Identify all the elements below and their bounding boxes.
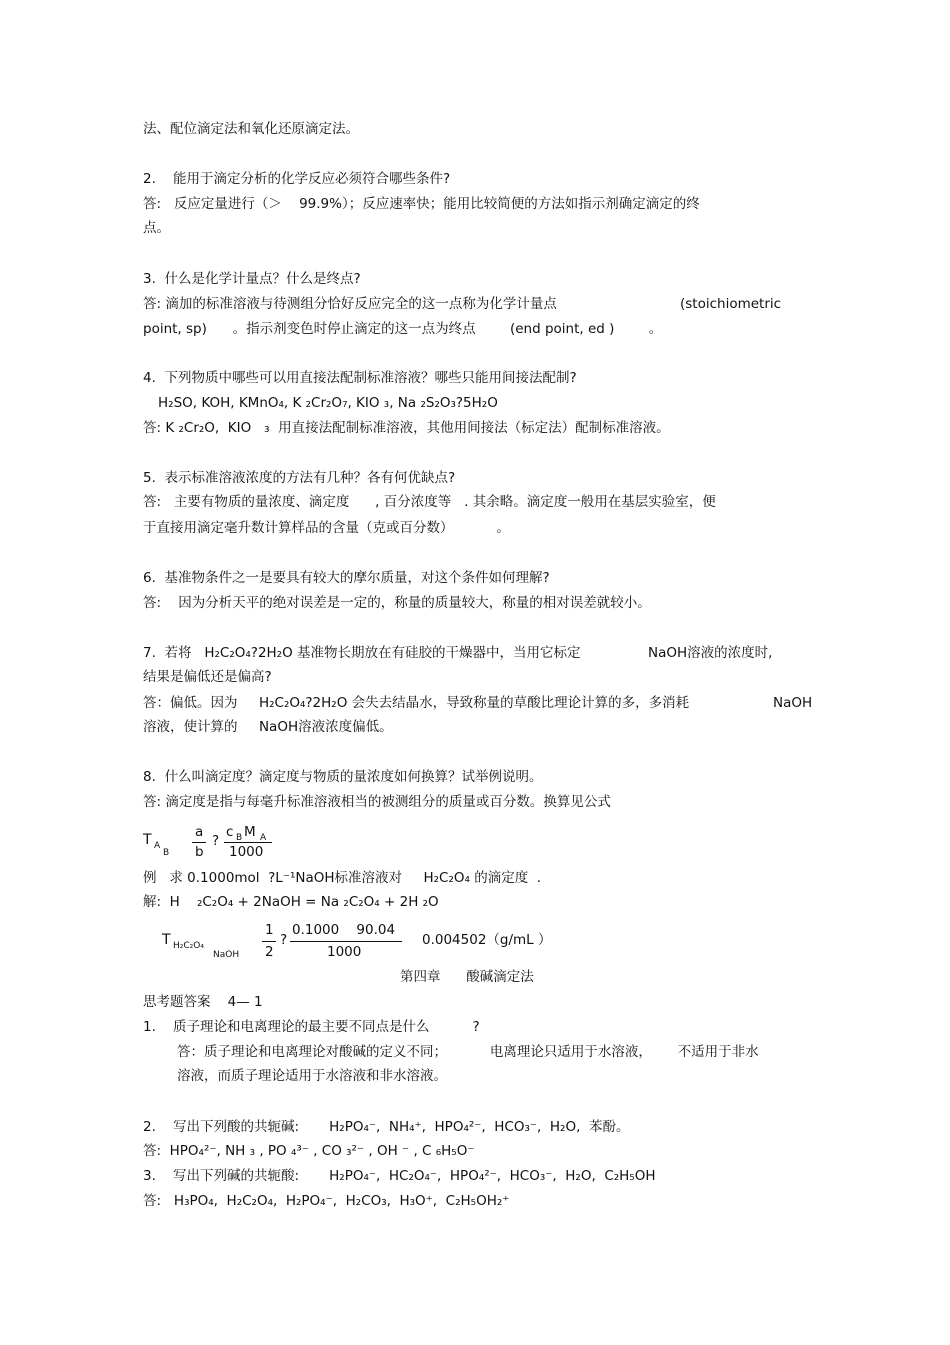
- example-line: 例 求 0.1000mol ?L⁻¹NaOH标准溶液对 H₂C₂O₄ 的滴定度 .: [143, 870, 542, 886]
- answer-2-cont: 点。: [143, 220, 170, 236]
- answer-7: 答：偏低。因为 H₂C₂O₄?2H₂O 会失去结晶水，导致称量的草酸比理论计算的多，多消耗: [143, 695, 690, 711]
- question-2: 2. 能用于滴定分析的化学反应必须符合哪些条件?: [143, 171, 451, 187]
- section-heading: 思考题答案 4— 1: [143, 994, 263, 1010]
- answer-8: 答: 滴定度是指与每毫升标准溶液相当的被测组分的质量或百分数。换算见公式: [143, 794, 611, 810]
- question-7: 7. 若将 H₂C₂O₄?2H₂O 基准物长期放在有硅胶的干燥器中，当用它标定: [143, 645, 581, 661]
- answer-7-right: NaOH: [773, 695, 813, 711]
- answer-6: 答: 因为分析天平的绝对误差是一定的，称量的质量较大，称量的相对误差就较小。: [143, 595, 651, 611]
- question-5: 5. 表示标准溶液浓度的方法有几种？各有何优缺点?: [143, 470, 456, 486]
- answer-4-1-2: 答: HPO₄²⁻, NH ₃ , PO ₄³⁻ , CO ₃²⁻ , OH ⁻ , C ₆H₅O⁻: [143, 1143, 475, 1159]
- question-6: 6. 基准物条件之一是要具有较大的摩尔质量，对这个条件如何理解?: [143, 570, 550, 586]
- answer-3: 答: 滴加的标准溶液与待测组分恰好反应完全的这一点称为化学计量点: [143, 296, 557, 312]
- answer-4: 答: K ₂Cr₂O, KIO ₃ 用直接法配制标准溶液，其他用间接法（标定法）配制标准溶液。: [143, 420, 670, 436]
- chapter-heading: 第四章 酸碱滴定法: [400, 969, 534, 985]
- solution-line: 解: H ₂C₂O₄ + 2NaOH = Na ₂C₂O₄ + 2H ₂O: [143, 894, 439, 910]
- question-7-right: NaOH溶液的浓度时,: [648, 645, 773, 661]
- question-3: 3. 什么是化学计量点？什么是终点?: [143, 271, 361, 287]
- question-8: 8. 什么叫滴定度？滴定度与物质的量浓度如何换算？试举例说明。: [143, 769, 543, 785]
- question-4-formulas: H₂SO, KOH, KMnO₄, K ₂Cr₂O₇, KIO ₃, Na ₂S₂O₃?5H₂O: [158, 395, 498, 411]
- answer-3-english: (stoichiometric: [680, 296, 782, 312]
- answer-5-cont: 于直接用滴定毫升数计算样品的含量（克或百分数） 。: [143, 520, 510, 536]
- answer-4-1-1-cont: 溶液，而质子理论适用于水溶液和非水溶液。: [177, 1068, 447, 1084]
- answer-2: 答: 反应定量进行（＞ 99.9%）；反应速率快；能用比较简便的方法如指示剂确定滴定的终: [143, 196, 700, 212]
- answer-4-1-1: 答：质子理论和电离理论对酸碱的定义不同； 电离理论只适用于水溶液， 不适用于非水: [177, 1044, 759, 1060]
- question-7-cont: 结果是偏低还是偏高?: [143, 669, 272, 685]
- answer-3-cont: point, sp) 。指示剂变色时停止滴定的这一点为终点 (end point, ed ) 。: [143, 321, 663, 337]
- answer-4-1-3: 答: H₃PO₄, H₂C₂O₄, H₂PO₄⁻, H₂CO₃, H₃O⁺, C₂H₅OH₂⁺: [143, 1193, 510, 1209]
- question-4-1-2: 2. 写出下列酸的共轭碱: H₂PO₄⁻, NH₄⁺, HPO₄²⁻, HCO₃⁻, H₂O, 苯酚。: [143, 1119, 630, 1135]
- answer-7-cont: 溶液，使计算的 NaOH溶液浓度偏低。: [143, 719, 393, 735]
- question-4-1-3: 3. 写出下列碱的共轭酸: H₂PO₄⁻, HC₂O₄⁻, HPO₄²⁻, HCO₃⁻, H₂O, C₂H₅OH: [143, 1168, 656, 1184]
- question-4: 4. 下列物质中哪些可以用直接法配制标准溶液？哪些只能用间接法配制?: [143, 370, 577, 386]
- answer-5: 答: 主要有物质的量浓度、滴定度 , 百分浓度等 . 其余略。滴定度一般用在基层实验室，便: [143, 494, 716, 510]
- text-line: 法、配位滴定法和氧化还原滴定法。: [143, 121, 359, 137]
- question-4-1-1: 1. 质子理论和电离理论的最主要不同点是什么 ?: [143, 1019, 480, 1035]
